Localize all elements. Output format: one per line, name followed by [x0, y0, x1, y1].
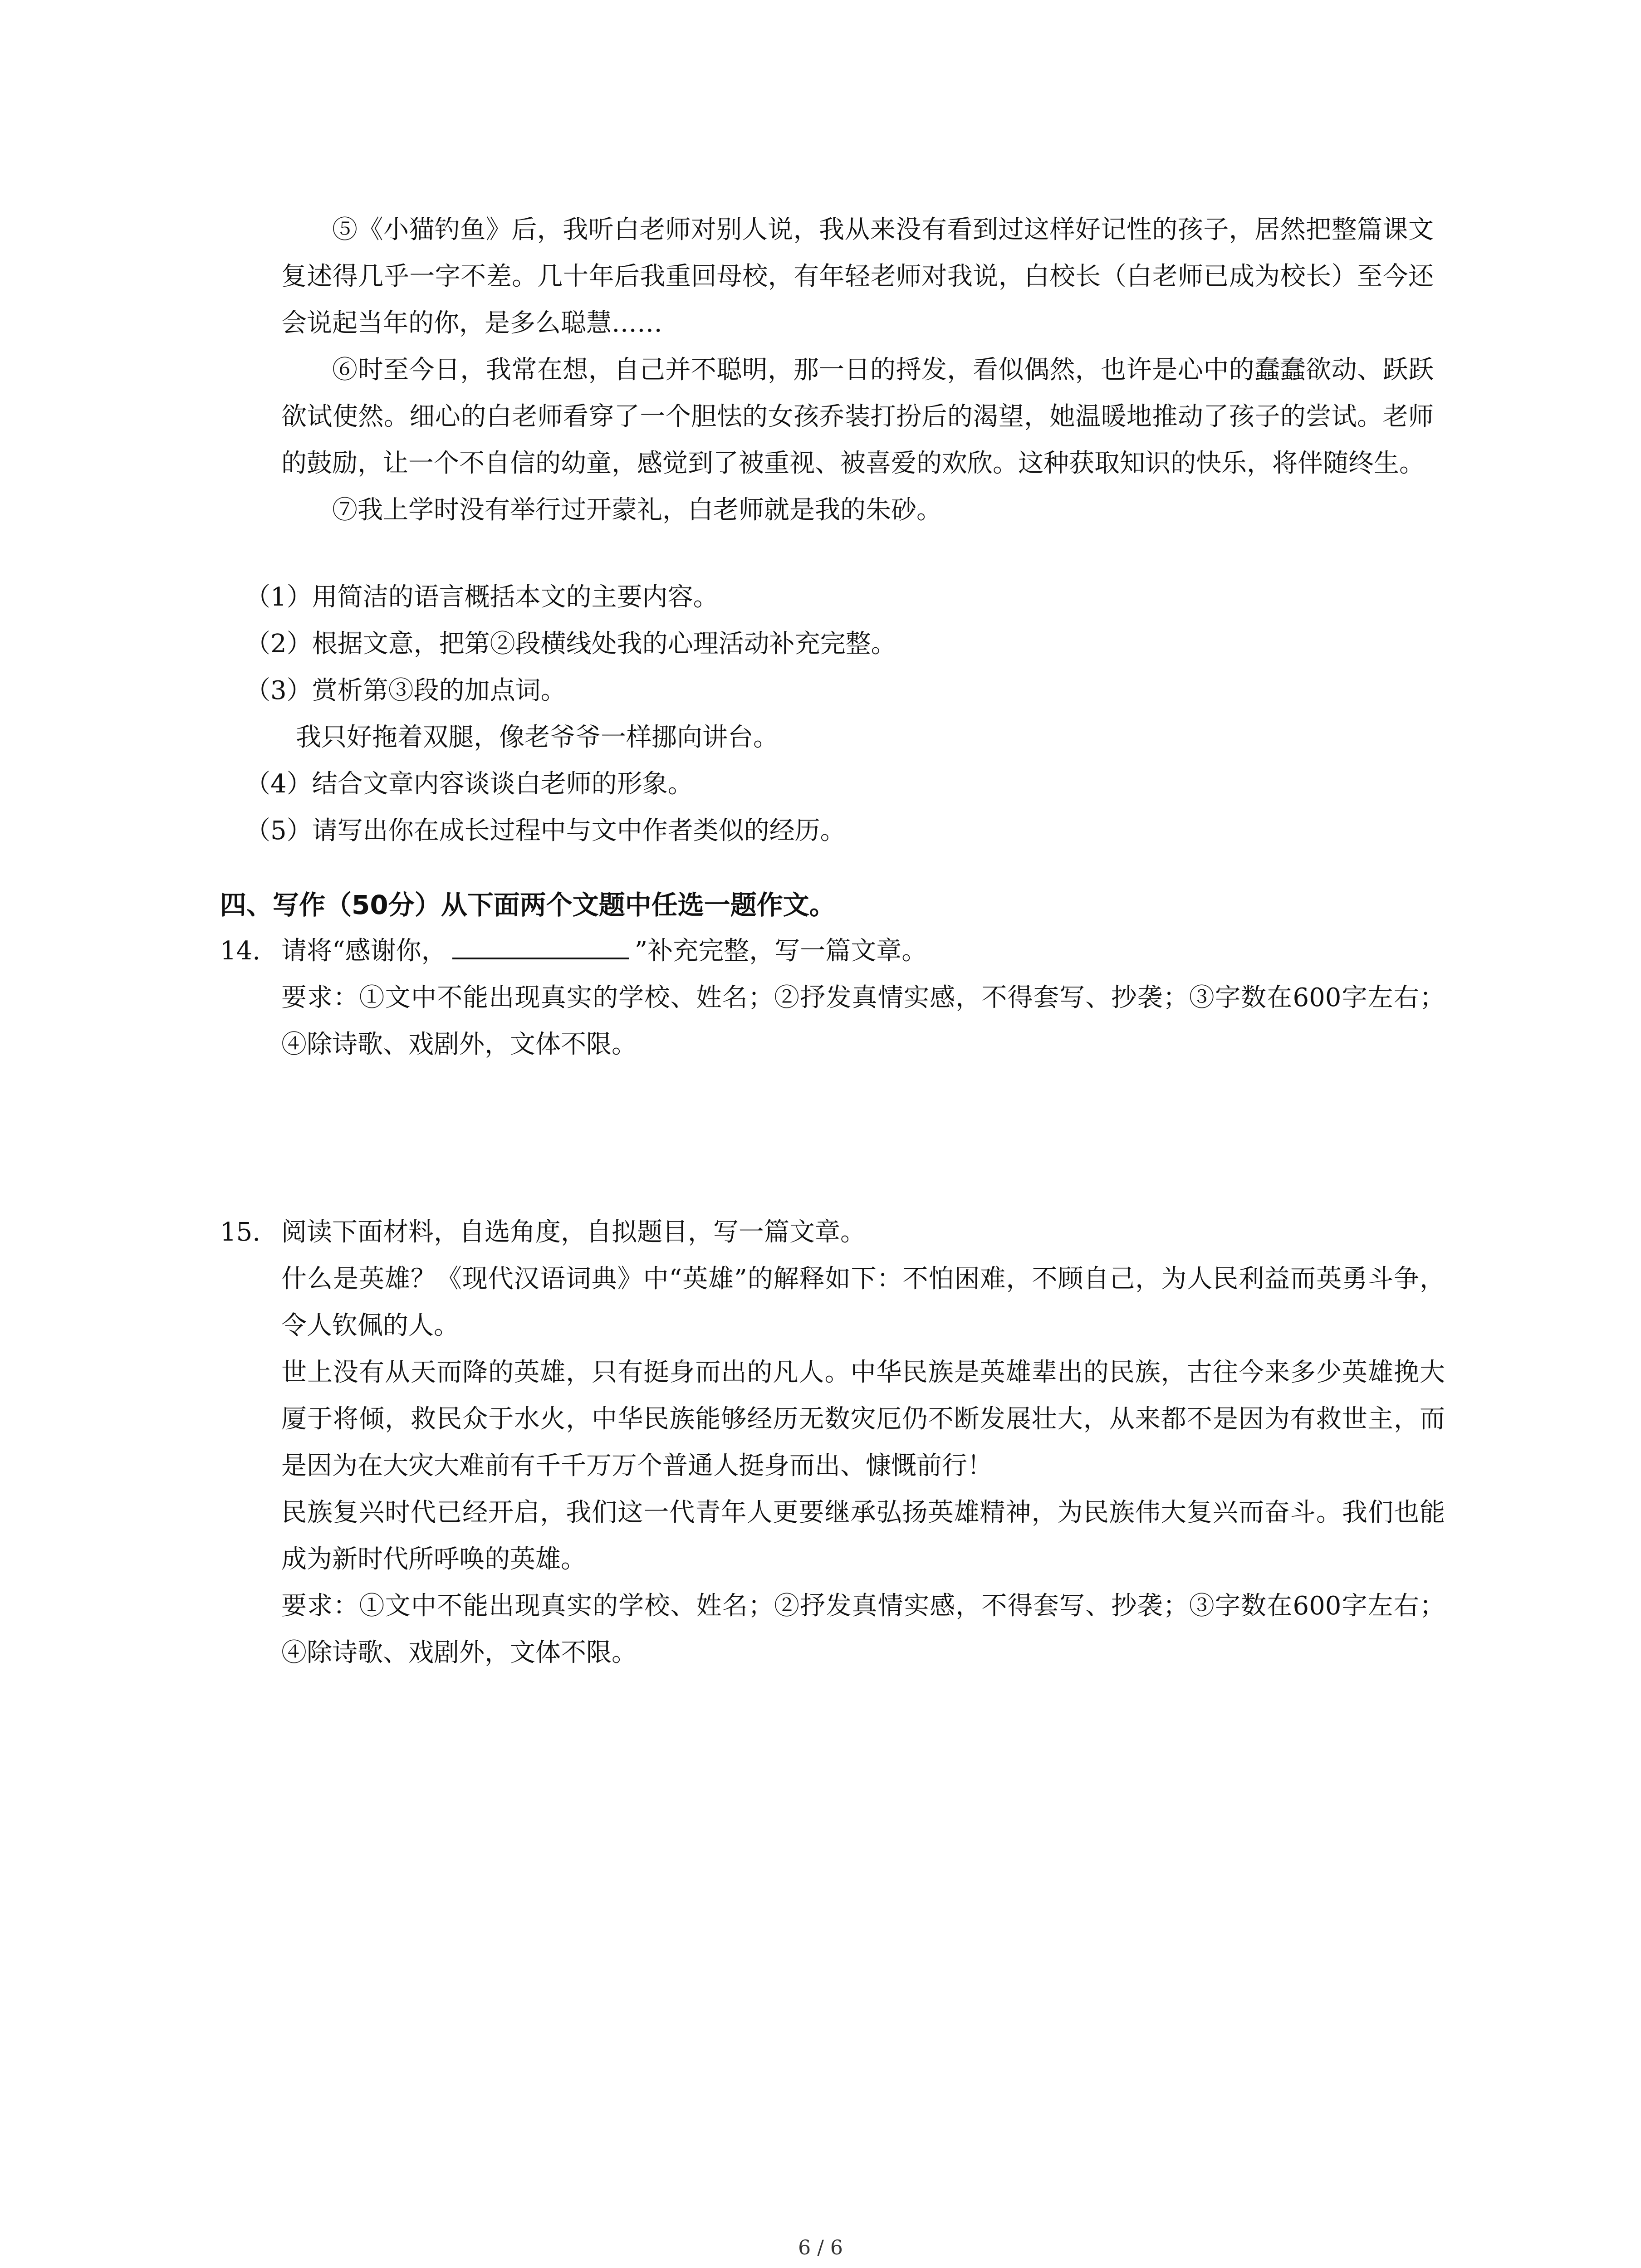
paragraph-7: ⑦我上学时没有举行过开蒙礼，白老师就是我的朱砂。: [332, 495, 942, 525]
question-15: [220, 1209, 1445, 1676]
question-5: （5）请写出你在成长过程中与文中作者类似的经历。: [245, 816, 846, 846]
section-heading: 四、写作（50分）从下面两个文题中任选一题作文。: [220, 890, 836, 920]
question-3: （3）赏析第③段的加点词。: [245, 676, 566, 705]
question-14: [220, 928, 1445, 1068]
question-4: （4）结合文章内容谈谈白老师的形象。: [245, 769, 693, 799]
question-15-material-1: 什么是英雄？《现代汉语词典》中“英雄”的解释如下：不怕困难，不顾自己，为人民利益而英勇斗争，令人钦佩的人。: [281, 1264, 1445, 1340]
paragraph-6: ⑥时至今日，我常在想，自己并不聪明，那一日的捋发，看似偶然，也许是心中的蠢蠢欲动、跃跃欲试使然。细心的白老师看穿了一个胆怯的女孩乔装打扮后的渴望，她温暖地推动了孩子的尝试。老师的鼓励，让一个不自信的幼童，感觉到了被重视、被喜爱的欢欣。这种获取知识的快乐，将伴随终生。: [281, 355, 1434, 478]
reading-passage: [281, 206, 1434, 533]
reading-questions: [245, 574, 1434, 854]
question-15-requirements: 要求：①文中不能出现真实的学校、姓名；②抒发真情实感，不得套写、抄袭；③字数在600字左右；④除诗歌、戏剧外，文体不限。: [281, 1591, 1445, 1667]
question-15-material-2: 世上没有从天而降的英雄，只有挺身而出的凡人。中华民族是英雄辈出的民族，古往今来多少英雄挽大厦于将倾，救民众于水火，中华民族能够经历无数灾厄仍不断发展壮大，从来都不是因为有救世主，而是因为在大灾大难前有千千万万个普通人挺身而出、慷慨前行！: [281, 1358, 1445, 1481]
paragraph-5: ⑤《小猫钓鱼》后，我听白老师对别人说，我从来没有看到过这样好记性的孩子，居然把整篇课文复述得几乎一字不差。几十年后我重回母校，有年轻老师对我说，白校长（白老师已成为校长）至今还会说起当年的你，是多么聪慧……: [281, 215, 1434, 338]
question-1: （1）用简洁的语言概括本文的主要内容。: [245, 582, 719, 612]
question-15-number: 15.: [220, 1217, 261, 1247]
question-2: （2）根据文意，把第②段横线处我的心理活动补充完整。: [245, 629, 896, 659]
question-14-prompt-start: 请将“感谢你，: [281, 936, 447, 966]
question-14-requirements: 要求：①文中不能出现真实的学校、姓名；②抒发真情实感，不得套写、抄袭；③字数在600字左右；④除诗歌、戏剧外，文体不限。: [281, 983, 1445, 1059]
fill-in-blank: [452, 932, 629, 959]
question-3-quote: 我只好拖着双腿，像老爷爷一样挪向讲台。: [296, 723, 779, 752]
question-15-material-3: 民族复兴时代已经开启，我们这一代青年人更要继承弘扬英雄精神，为民族伟大复兴而奋斗。我们也能成为新时代所呼唤的英雄。: [281, 1498, 1445, 1574]
question-14-number: 14.: [220, 936, 261, 966]
question-15-intro: 阅读下面材料，自选角度，自拟题目，写一篇文章。: [281, 1217, 866, 1247]
question-14-prompt-end: ”补充完整，写一篇文章。: [634, 936, 927, 966]
page-number: 6 / 6: [798, 2236, 843, 2259]
